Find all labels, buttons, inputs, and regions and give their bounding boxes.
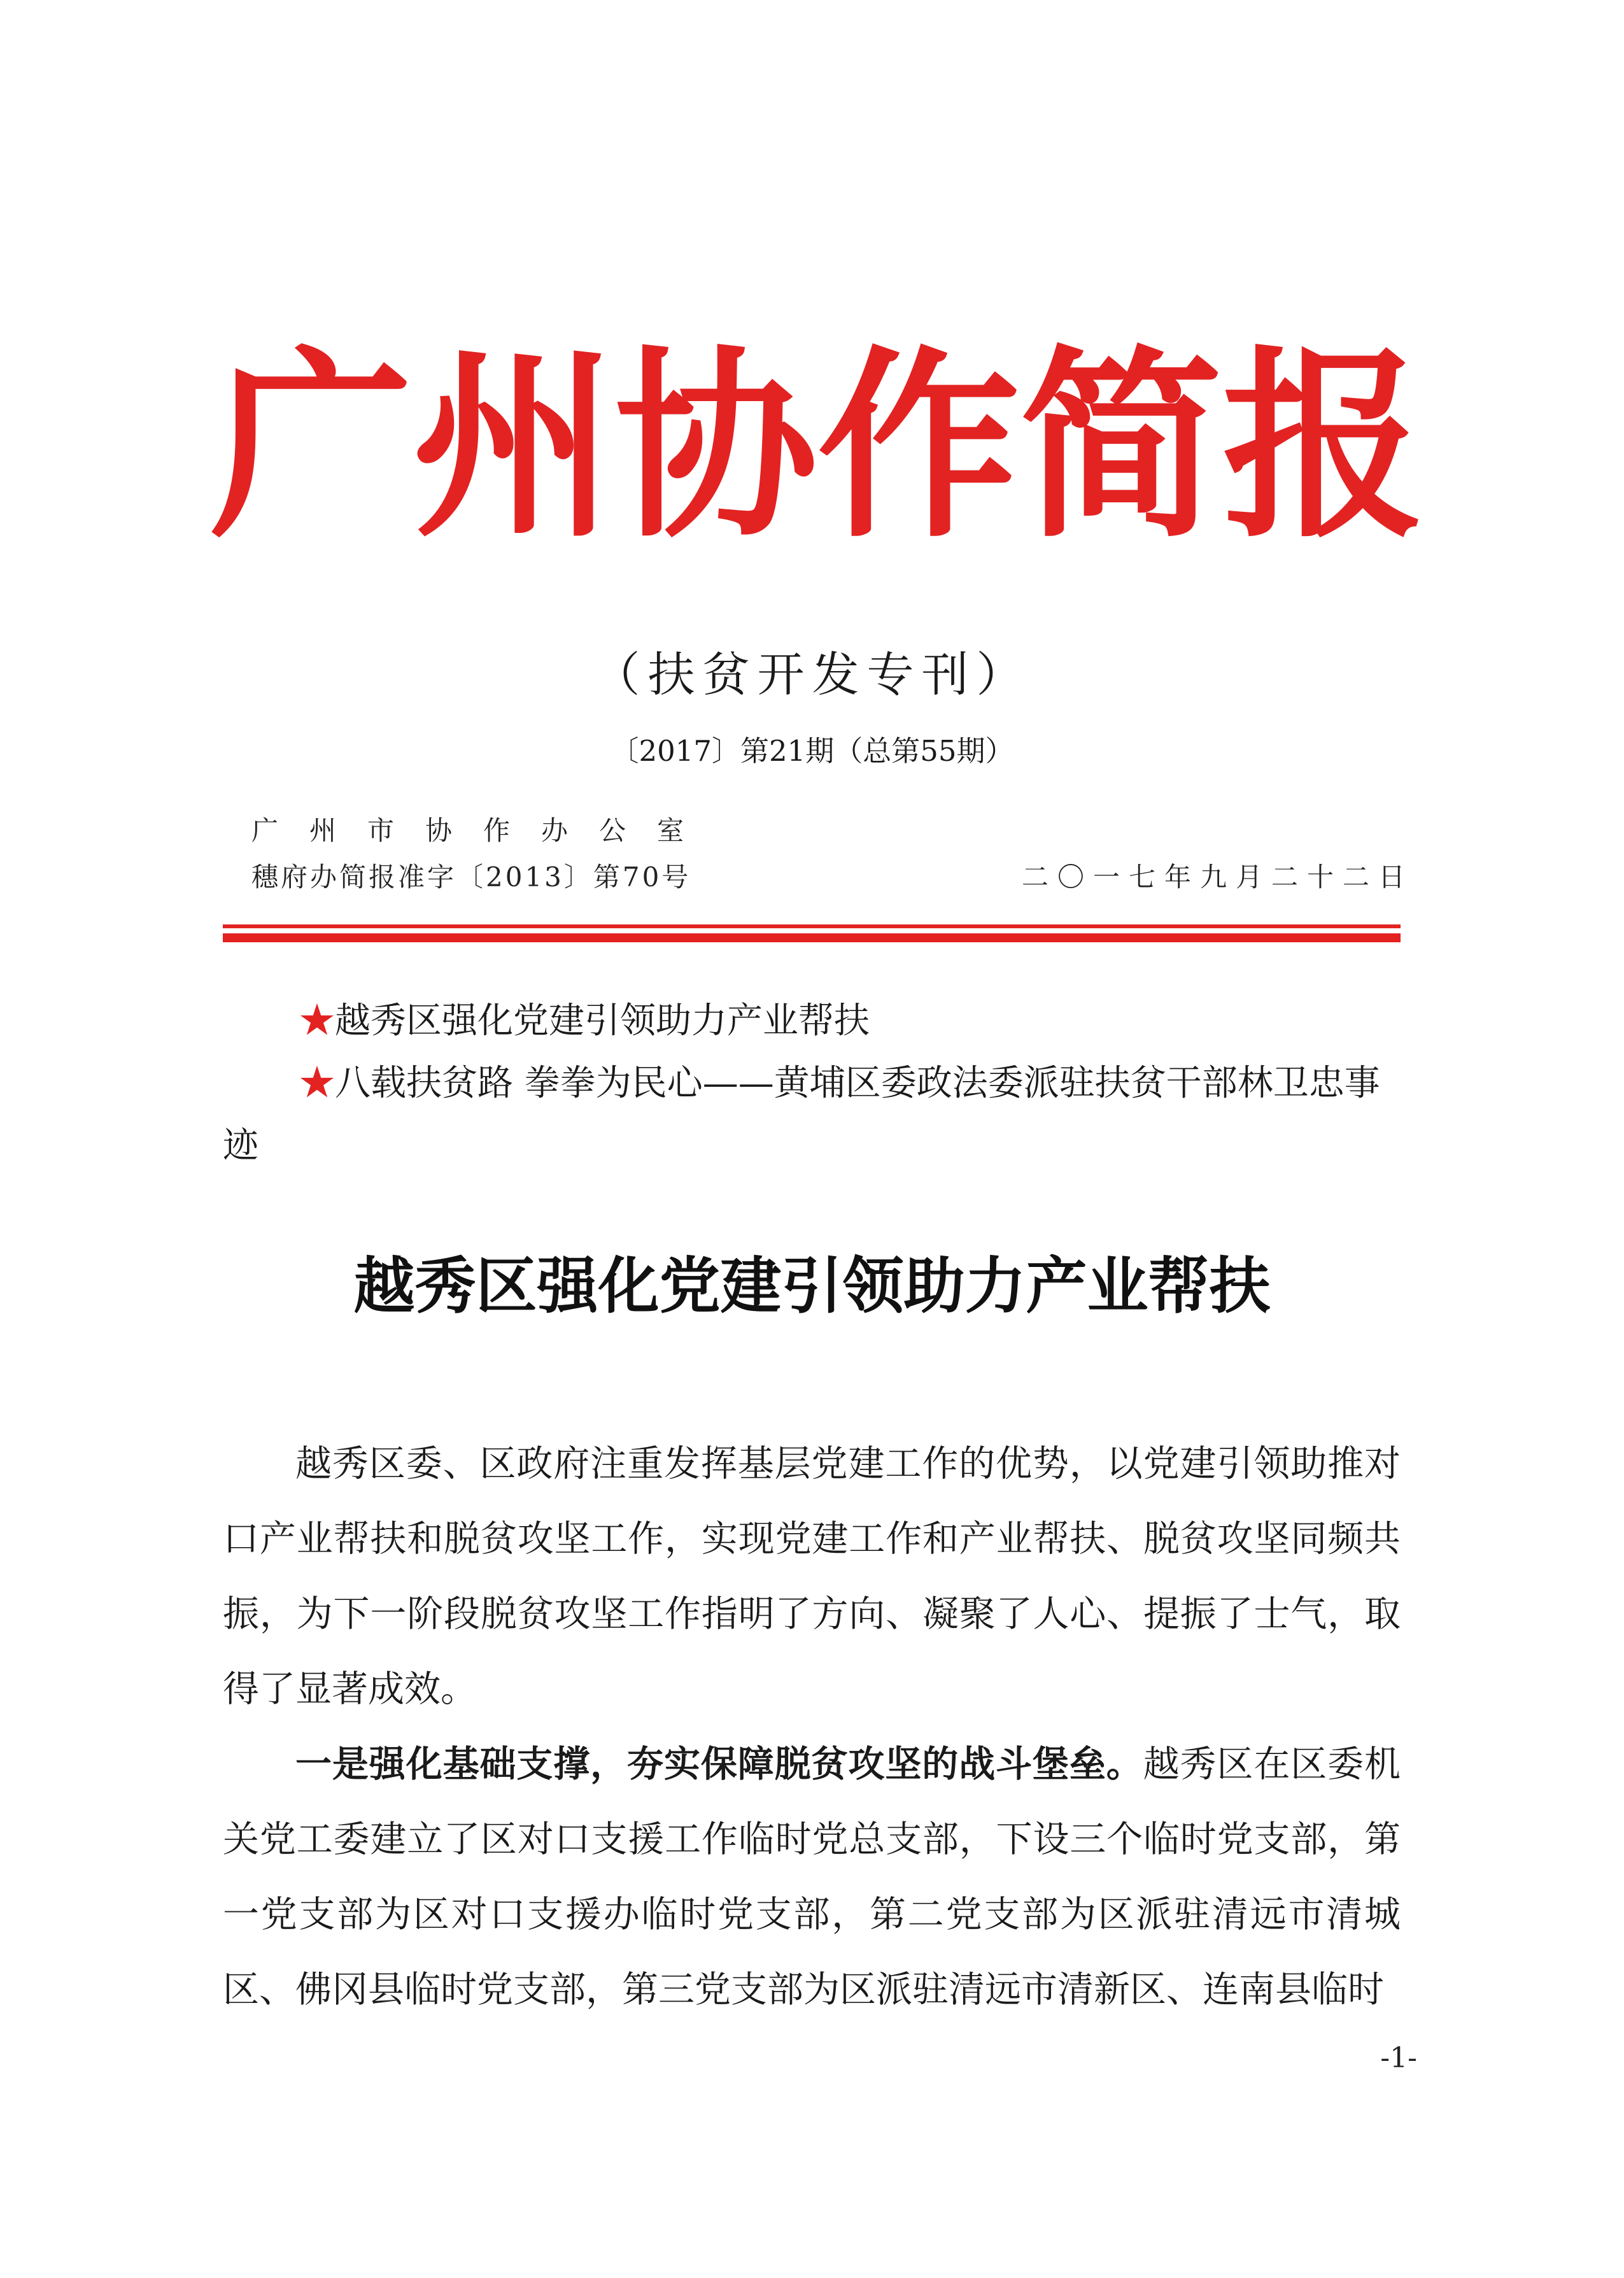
issue-date: 二〇一七年九月二十二日 xyxy=(1021,861,1414,893)
article-title: 越秀区强化党建引领助力产业帮扶 xyxy=(353,1250,1271,1322)
table-of-contents xyxy=(223,990,1401,1177)
page-number: -1- xyxy=(1380,2042,1417,2074)
issuing-office: 广州市协作办公室 xyxy=(251,815,716,846)
special-issue-subtitle: （扶贫开发专刊） xyxy=(593,647,1031,702)
paragraph-text: 越秀区在区委机关党工委建立了区对口支援工作临时党总支部，下设三个临时党支部，第一党支部为区对口支援办临时党支部，第二党支部为区派驻清远市清城区、佛冈县临时党支部，第三党支部为区派驻清远市清新区、连南县临时 xyxy=(223,1743,1401,2011)
masthead-title: 广州协作简报 xyxy=(210,327,1425,565)
header-divider-thick xyxy=(223,933,1401,942)
article-paragraph xyxy=(223,1727,1401,2027)
star-icon: ★ xyxy=(299,1000,335,1042)
star-icon: ★ xyxy=(299,1063,335,1104)
toc-item-text: 八载扶贫路 拳拳为民心——黄埔区委政法委派驻扶贫干部林卫忠事迹 xyxy=(223,1063,1380,1166)
issue-number: 〔2017〕第21期（总第55期） xyxy=(610,734,1014,768)
paragraph-text: 越秀区委、区政府注重发挥基层党建工作的优势，以党建引领助推对口产业帮扶和脱贫攻坚工作，实现党建工作和产业帮扶、脱贫攻坚同频共振，为下一阶段脱贫攻坚工作指明了方向、凝聚了人心、提振了士气，取得了显著成效。 xyxy=(223,1443,1401,1710)
article-paragraph xyxy=(223,1426,1401,1727)
header-divider-thin xyxy=(223,924,1401,928)
toc-item[interactable] xyxy=(223,1052,1401,1177)
paragraph-lead: 一是强化基础支撑，夯实保障脱贫攻坚的战斗堡垒。 xyxy=(295,1743,1143,1785)
article-body xyxy=(223,1426,1401,2027)
toc-item[interactable] xyxy=(223,990,1401,1052)
toc-item-text: 越秀区强化党建引领助力产业帮扶 xyxy=(335,1000,870,1042)
permit-number: 穗府办简报准字〔2013〕第70号 xyxy=(251,861,691,893)
